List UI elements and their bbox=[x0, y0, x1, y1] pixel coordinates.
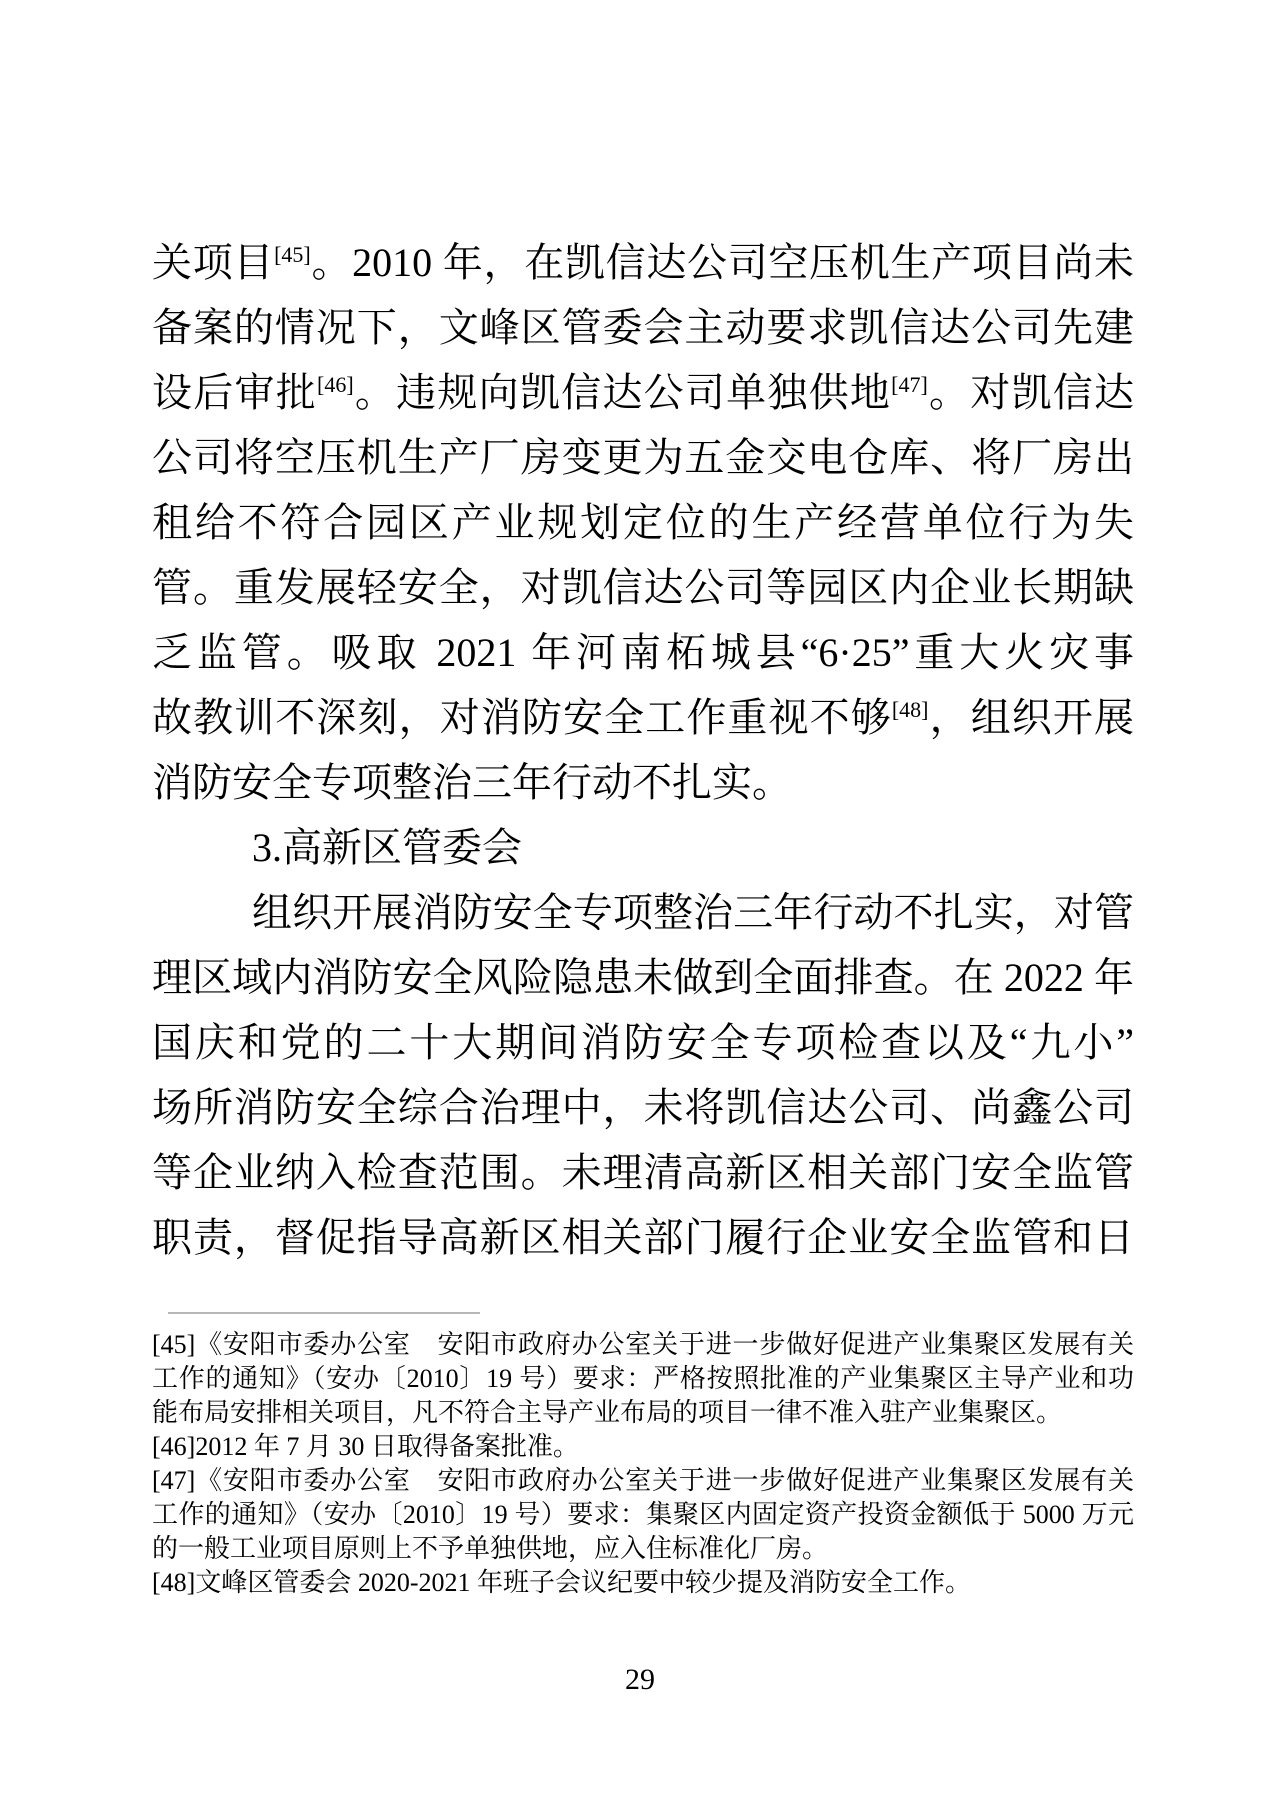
text-run: 消防安全专项整治三年行动不扎实。 bbox=[152, 760, 792, 805]
text-run: 租给不符合园区产业规划定位的生产经营单位行为失 bbox=[152, 500, 1134, 545]
text-run: ，组织开展 bbox=[928, 695, 1134, 740]
page-number: 29 bbox=[625, 1663, 655, 1696]
footnote-line: [46]2012 年 7 月 30 日取得备案批准。 bbox=[152, 1432, 579, 1461]
body-line bbox=[152, 945, 1134, 1010]
body-line bbox=[152, 360, 1134, 425]
body-line bbox=[152, 555, 1134, 620]
body-line bbox=[152, 880, 1134, 945]
body-line bbox=[152, 1205, 1134, 1270]
body-line bbox=[152, 1140, 1134, 1205]
footnote-separator bbox=[168, 1312, 480, 1314]
footnote-ref: [45] bbox=[274, 242, 311, 267]
footnotes-block bbox=[152, 1328, 1134, 1600]
text-run: 备案的情况下，文峰区管委会主动要求凯信达公司先建 bbox=[152, 305, 1134, 350]
footnote-line: [47]《安阳市委办公室 安阳市政府办公室关于进一步做好促进产业集聚区发展有关 bbox=[152, 1466, 1134, 1495]
footnote-line: 工作的通知》（安办〔2010〕19 号）要求：集聚区内固定资产投资金额低于 5000 万元 bbox=[152, 1500, 1134, 1529]
text-run: 组织开展消防安全专项整治三年行动不扎实，对管 bbox=[252, 890, 1134, 935]
footnote-line: [48]文峰区管委会 2020-2021 年班子会议纪要中较少提及消防安全工作。 bbox=[152, 1568, 971, 1597]
text-run: 理区域内消防安全风险隐患未做到全面排查。在 2022 年 bbox=[152, 955, 1134, 1000]
text-run: 场所消防安全综合治理中，未将凯信达公司、尚鑫公司 bbox=[152, 1085, 1134, 1130]
footnote-line: [45]《安阳市委办公室 安阳市政府办公室关于进一步做好促进产业集聚区发展有关 bbox=[152, 1330, 1134, 1359]
footnote-ref: [47] bbox=[891, 372, 928, 397]
text-run: 设后审批 bbox=[152, 370, 317, 415]
text-run: 公司将空压机生产厂房变更为五金交电仓库、将厂房出 bbox=[152, 435, 1134, 480]
text-run: 管。重发展轻安全，对凯信达公司等园区内企业长期缺 bbox=[152, 565, 1134, 610]
text-run: 。2010 年，在凯信达公司空压机生产项目尚未 bbox=[310, 240, 1134, 285]
footnote-line: 能布局安排相关项目，凡不符合主导产业布局的项目一律不准入驻产业集聚区。 bbox=[152, 1398, 1063, 1427]
section-heading bbox=[152, 815, 1134, 880]
footnote-ref: [46] bbox=[317, 372, 354, 397]
text-run: 关项目 bbox=[152, 240, 275, 285]
text-run: 3.高新区管委会 bbox=[252, 825, 522, 870]
text-run: 。违规向凯信达公司单独供地 bbox=[353, 370, 892, 415]
body-line bbox=[152, 620, 1134, 685]
footnote-line: 工作的通知》（安办〔2010〕19 号）要求：严格按照批准的产业集聚区主导产业和功 bbox=[152, 1364, 1134, 1393]
text-run: 国庆和党的二十大期间消防安全专项检查以及“九小” bbox=[152, 1020, 1134, 1065]
body-line bbox=[152, 295, 1134, 360]
text-run: 故教训不深刻，对消防安全工作重视不够 bbox=[152, 695, 892, 740]
body-line bbox=[152, 425, 1134, 490]
text-run: 乏监管。吸取 2021 年河南柘城县“6·25”重大火灾事 bbox=[152, 630, 1134, 675]
body-line bbox=[152, 1010, 1134, 1075]
body-line bbox=[152, 1075, 1134, 1140]
text-run: 。对凯信达 bbox=[927, 370, 1134, 415]
body-line bbox=[152, 230, 1134, 295]
text-run: 职责，督促指导高新区相关部门履行企业安全监管和日 bbox=[152, 1215, 1134, 1260]
body-line bbox=[152, 750, 1134, 815]
body-line bbox=[152, 490, 1134, 555]
body-text-block bbox=[152, 230, 1134, 1270]
footnote-ref: [48] bbox=[891, 697, 929, 722]
footnote-line: 的一般工业项目原则上不予单独供地，应入住标准化厂房。 bbox=[152, 1534, 829, 1563]
text-run: 等企业纳入检查范围。未理清高新区相关部门安全监管 bbox=[152, 1150, 1134, 1195]
body-line bbox=[152, 685, 1134, 750]
